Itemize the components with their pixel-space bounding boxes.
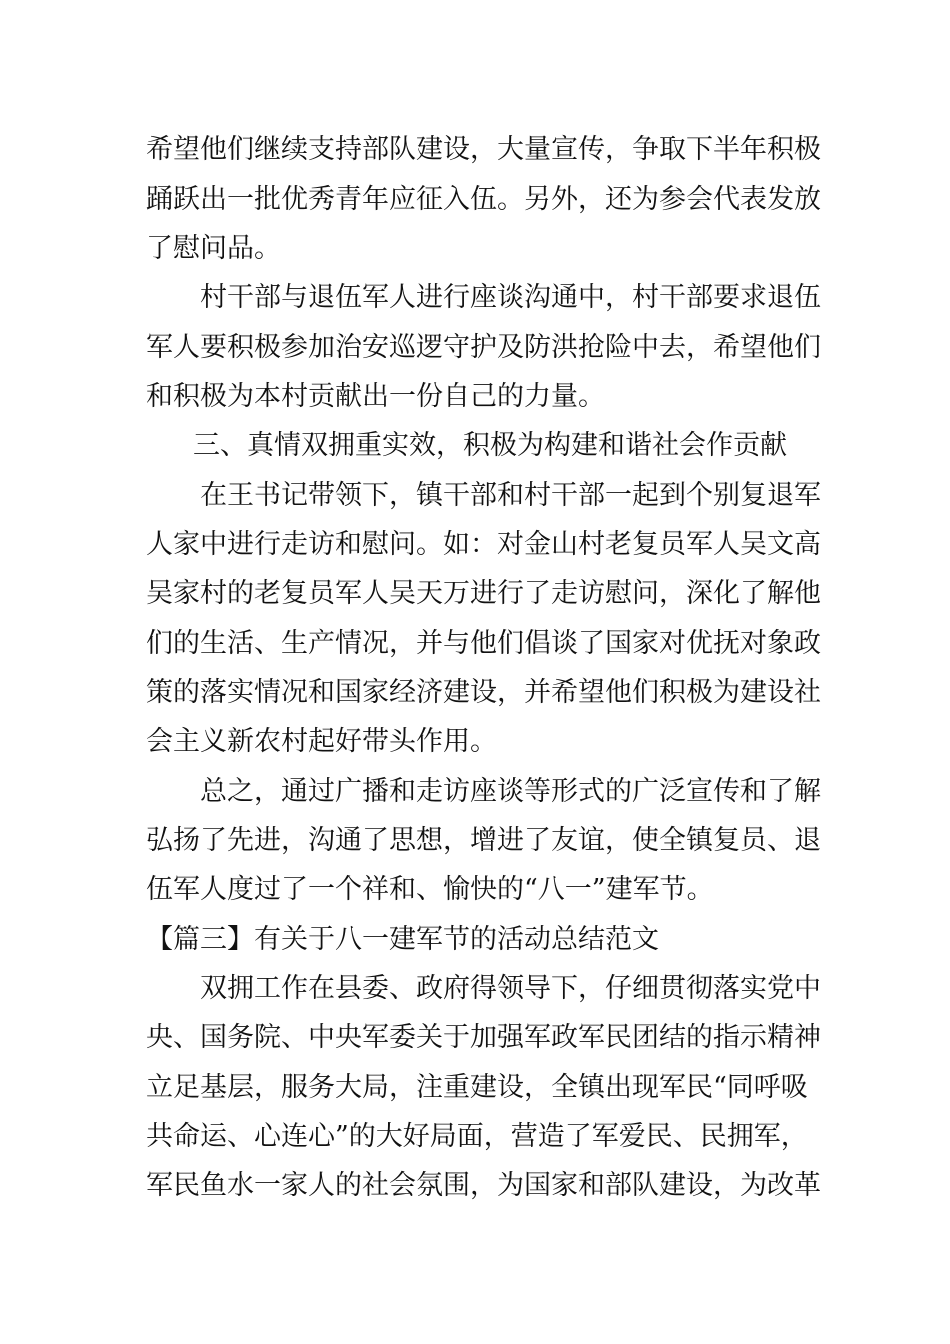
text-line: 立足基层，服务大局，注重建设，全镇出现军民“同呼吸 [146,1072,808,1103]
text-line: 希望他们继续支持部队建设，大量宣传，争取下半年积极 [146,134,821,165]
text-line: 会主义新农村起好带头作用。 [146,726,497,757]
text-line: 双拥工作在县委、政府得领导下，仔细贯彻落实党中 [200,973,821,1004]
article-heading: 【篇三】有关于八一建军节的活动总结范文 [146,924,659,955]
text-line: 军人要积极参加治安巡逻守护及防洪抢险中去，希望他们 [146,332,821,363]
text-line: 村干部与退伍军人进行座谈沟通中，村干部要求退伍 [200,282,821,313]
text-line: 和积极为本村贡献出一份自己的力量。 [146,381,605,412]
text-line: 了慰问品。 [146,233,281,264]
text-line: 共命运、心连心”的大好局面，营造了军爱民、民拥军， [146,1121,808,1152]
text-line: 总之，通过广播和走访座谈等形式的广泛宣传和了解 [200,776,821,807]
text-line: 军民鱼水一家人的社会氛围，为国家和部队建设，为改革 [146,1170,821,1201]
text-line: 策的落实情况和国家经济建设，并希望他们积极为建设社 [146,677,821,708]
text-line: 们的生活、生产情况，并与他们倡谈了国家对优抚对象政 [146,628,821,659]
section-heading: 三、真情双拥重实效，积极为构建和谐社会作贡献 [193,430,787,461]
text-line: 吴家村的老复员军人吴天万进行了走访慰问，深化了解他 [146,578,821,609]
text-line: 在王书记带领下，镇干部和村干部一起到个别复退军 [200,480,821,511]
text-line: 伍军人度过了一个祥和、愉快的“八一”建军节。 [146,874,714,905]
text-line: 弘扬了先进，沟通了思想，增进了友谊，使全镇复员、退 [146,825,821,856]
text-line: 踊跃出一批优秀青年应征入伍。另外，还为参会代表发放 [146,184,821,215]
text-line: 央、国务院、中央军委关于加强军政军民团结的指示精神 [146,1022,821,1053]
text-line: 人家中进行走访和慰问。如：对金山村老复员军人吴文高 [146,529,821,560]
